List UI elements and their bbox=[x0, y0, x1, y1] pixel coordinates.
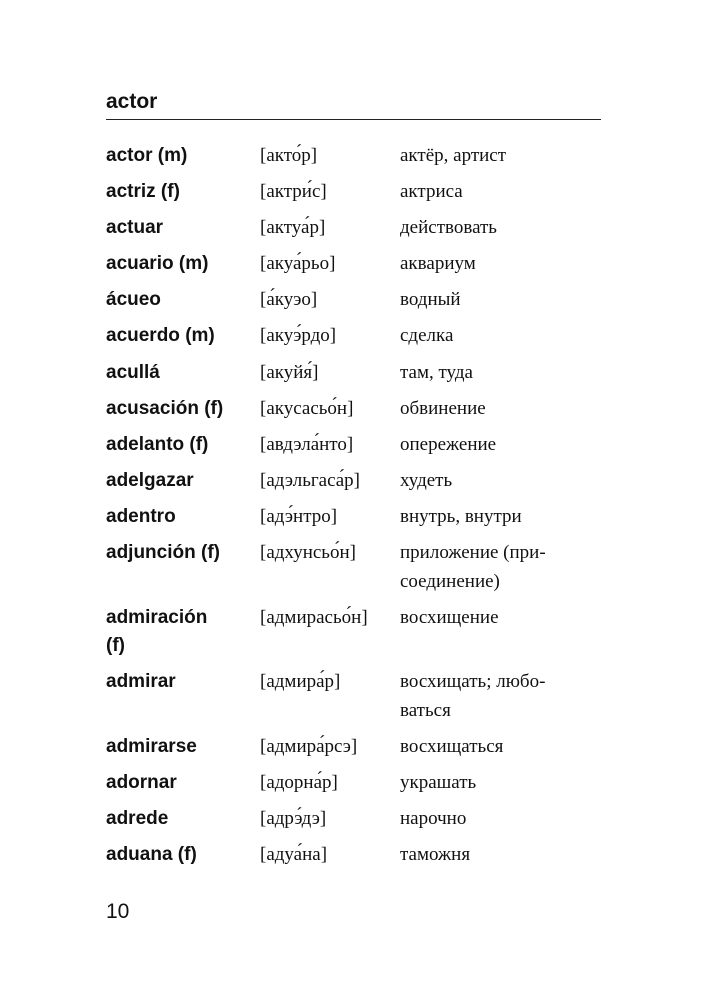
entry-word: adrede bbox=[106, 808, 169, 829]
entry-translation: восхищение bbox=[400, 606, 499, 628]
entry-word: acuerdo (m) bbox=[106, 325, 215, 347]
dictionary-entry bbox=[106, 286, 601, 315]
dictionary-entry bbox=[106, 214, 601, 243]
entry-word: actriz (f) bbox=[106, 181, 180, 203]
dictionary-entry bbox=[106, 431, 601, 460]
entry-translation: обвинение bbox=[400, 397, 486, 419]
entry-pronunciation: [адрэ́дэ] bbox=[260, 808, 327, 829]
dictionary-entry bbox=[106, 503, 601, 532]
entry-translation: худеть bbox=[400, 469, 453, 491]
running-head: actor bbox=[106, 90, 158, 113]
entry-word: admirar bbox=[106, 671, 176, 693]
entry-pronunciation: [актри́с] bbox=[260, 181, 327, 203]
entry-pronunciation: [адэ́нтро] bbox=[260, 505, 338, 527]
entry-pronunciation: [адмира́р] bbox=[260, 671, 341, 693]
entry-pronunciation: [акуйя́] bbox=[260, 361, 319, 383]
dictionary-entry bbox=[106, 142, 601, 171]
entry-translation: водный bbox=[400, 289, 461, 311]
entry-pronunciation: [адэльгаса́р] bbox=[260, 469, 361, 491]
dictionary-entry bbox=[106, 322, 601, 351]
entry-translation: действовать bbox=[400, 217, 497, 239]
entry-translation: нарочно bbox=[400, 808, 467, 829]
entry-pronunciation: [адмирасьо́н] bbox=[260, 606, 368, 628]
dictionary-entry bbox=[106, 769, 601, 798]
entry-word: acuario (m) bbox=[106, 253, 209, 275]
entry-translation: восхищаться bbox=[400, 735, 504, 757]
header-rule bbox=[106, 119, 601, 120]
entry-translation: внутрь, внутри bbox=[400, 505, 522, 527]
entry-word: actuar bbox=[106, 217, 164, 239]
entry-list bbox=[106, 142, 601, 877]
entry-pronunciation: [адорна́р] bbox=[260, 771, 338, 793]
entry-translation: опережение bbox=[400, 433, 497, 455]
entry-pronunciation: [авдэла́нто] bbox=[260, 433, 354, 455]
dictionary-entry bbox=[106, 539, 601, 596]
entry-pronunciation: [акуа́рьо] bbox=[260, 253, 336, 275]
dictionary-entry bbox=[106, 395, 601, 424]
entry-pronunciation: [акуэ́рдо] bbox=[260, 325, 337, 347]
dictionary-entry bbox=[106, 359, 601, 388]
dictionary-entry bbox=[106, 841, 601, 870]
entry-translation: приложение (при- соединение) bbox=[400, 542, 546, 592]
entry-word: actor (m) bbox=[106, 145, 188, 166]
entry-translation: там, туда bbox=[400, 361, 473, 383]
dictionary-entry bbox=[106, 668, 601, 725]
entry-word: adornar bbox=[106, 771, 177, 793]
dictionary-entry bbox=[106, 250, 601, 279]
entry-translation: актёр, артист bbox=[400, 145, 507, 166]
entry-word: ácueo bbox=[106, 289, 161, 311]
entry-word: acusación (f) bbox=[106, 397, 224, 419]
entry-word: acullá bbox=[106, 361, 160, 383]
dictionary-entry bbox=[106, 178, 601, 207]
entry-translation: восхищать; любо- ваться bbox=[400, 671, 546, 721]
entry-pronunciation: [актуа́р] bbox=[260, 217, 326, 239]
entry-translation: украшать bbox=[400, 771, 477, 793]
dictionary-entry bbox=[106, 805, 601, 834]
dictionary-entry bbox=[106, 467, 601, 496]
entry-pronunciation: [адхунсьо́н] bbox=[260, 542, 356, 564]
entry-word: aduana (f) bbox=[106, 844, 197, 866]
entry-translation: актриса bbox=[400, 181, 463, 203]
entry-pronunciation: [адмира́рсэ] bbox=[260, 735, 358, 757]
page-number: 10 bbox=[106, 900, 130, 923]
entry-translation: аквариум bbox=[400, 253, 476, 275]
entry-word: adentro bbox=[106, 505, 176, 527]
entry-pronunciation: [а́куэо] bbox=[260, 289, 318, 311]
entry-word: admiración (f) bbox=[106, 606, 208, 657]
entry-word: adjunción (f) bbox=[106, 542, 220, 564]
entry-word: admirarse bbox=[106, 735, 197, 757]
entry-pronunciation: [адуа́на] bbox=[260, 844, 328, 866]
dictionary-entry bbox=[106, 604, 601, 661]
entry-translation: сделка bbox=[400, 325, 454, 347]
entry-word: adelgazar bbox=[106, 469, 194, 491]
entry-pronunciation: [акусасьо́н] bbox=[260, 397, 354, 419]
entry-translation: таможня bbox=[400, 844, 471, 866]
entry-pronunciation: [акто́р] bbox=[260, 145, 318, 166]
entry-word: adelanto (f) bbox=[106, 433, 209, 455]
dictionary-entry bbox=[106, 733, 601, 762]
